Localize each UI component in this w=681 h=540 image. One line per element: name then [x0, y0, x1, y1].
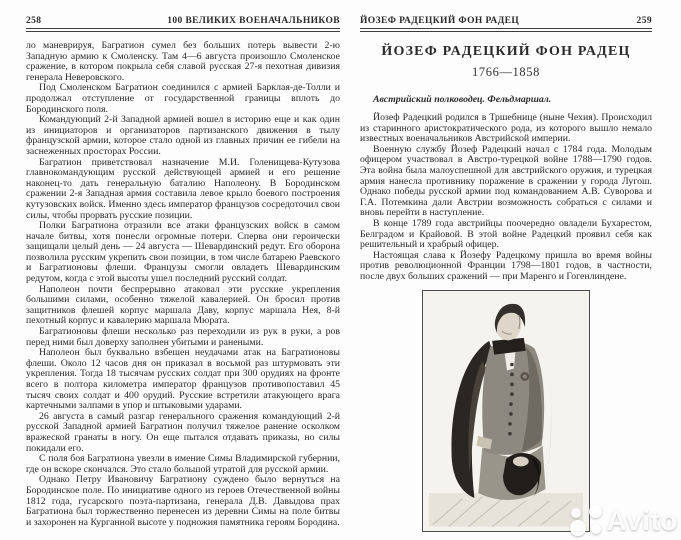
paragraph: Командующий 2-й Западной армией вошел в историю еще и как один из инициаторов и организаторов партизанского движения в тылу французской армии, которое стало одной из главных причин ее гибели на заснеженных просторах России.	[26, 114, 340, 157]
chapter-lead: Австрийский полководец. Фельдмаршал.	[373, 94, 552, 105]
paragraph: Военную службу Йозеф Радецкий начал с 1784 года. Молодым офицером участвовал в Австро-турецкой войне 1788—1790 годов. Эта война была малоуспешной для австрийского оружия, и турецкая армия нанесла противнику поражение в сражении у города Лугош. Однако победы русской армии под командованием А.В. Суворова и Г.А. Потемкина дали Австрии возможность собраться с силами и вновь перейти в наступление.	[360, 143, 652, 219]
body-text-right	[360, 113, 652, 283]
paragraph: Однако Петру Ивановичу Багратиону суждено было вернуться на Бородинское поле. По инициативе одного из героев Отечественной войны 1812 года, гусарского поэта-партизана, генерала Д.В. Давыдова прах Багратиона был торжественно перенесен из деревни Симы на поле битвы и захоронен на Курганной высоте у подножия памятника героям Бородина.	[26, 474, 340, 528]
paragraph: Под Смоленском Багратион соединился с армией Барклая-де-Толли и продолжал отступление от государственной границы вплоть до Бородинского поля.	[26, 82, 340, 115]
paragraph: Полки Багратиона отразили все атаки французских войск в самом начале битвы, хотя понесли огромные потери. Сперва они героически защищали целый день — 24 августа — Шевардинский редут. Его оборона позволила русским укрепить свои позиции, в том числе батарею Раевского и Багратионовы флеши. Французы смогли овладеть Шевардинским редутом, когда с этой высоты ушел последний русский солдат.	[26, 220, 340, 285]
running-title-right: ЙОЗЕФ РАДЕЦКИЙ ФОН РАДЕЦ	[360, 16, 520, 26]
paragraph: В конце 1789 года австрийцы поочередно овладели Бухарестом, Белградом и Крайовой. В этой войне Радецкий проявил себя как решительный и храбрый офицер.	[360, 217, 652, 251]
paragraph: Настоящая слава к Йозефу Радецкому пришла во время войны против революционной Франции 1798—1801 годов, в частности, после двух больших сражений — при Маренго и Гогенлиндене.	[360, 249, 652, 282]
portrait-figure	[422, 290, 590, 532]
paragraph: Багратион приветствовал назначение М.И. Голенищева-Кутузова главнокомандующим русской действующей армией и его решение наконец-то дать генеральную баталию Наполеону. В Бородинском сражении 2-я Западная армия составила левое крыло боевого построения кутузовских войск. Именно здесь император французов сосредоточил свои силы, чтобы прорвать русские позиции.	[26, 156, 340, 221]
page-number-right: 259	[636, 16, 652, 26]
chapter-dates: 1766—1858	[472, 65, 540, 79]
book-page-right	[360, 16, 652, 532]
header-rule-right	[360, 28, 652, 32]
book-page-left	[26, 16, 340, 528]
page-number-left: 258	[26, 16, 42, 26]
running-header-right	[360, 16, 652, 26]
running-title-left: 100 ВЕЛИКИХ ВОЕНАЧАЛЬНИКОВ	[167, 16, 340, 26]
paragraph: ло маневрируя, Багратион сумел без больших потерь вывести 2-ю Западную армию к Смоленску. Там 4—6 августа произошло Смоленское сражение, в котором покрыла себя славой русская 27-я пехотная дивизия генерала Неверовского.	[26, 40, 340, 83]
header-rule-left	[26, 28, 340, 32]
portrait-engraving-icon	[423, 291, 589, 531]
paragraph: 26 августа в самый разгар генерального сражения командующий 2-й русской Западной армией Багратион получил тяжелое ранение осколком вражеской гранаты в ногу. Он еще пытался отдавать приказы, но силы покидали его.	[26, 410, 340, 454]
paragraph: Наполеон был буквально взбешен неудачами атак на Багратионовы флеши. Около 12 часов дня он приказал в восьмой раз штурмовать эти укрепления. Тогда 18 тысячам русских солдат при 300 орудиях на фронте всего в полтора километра император французов противопоставил 45 тысяч своих солдат и 400 орудий. Русские встретили атакующего врага картечными залпами в упор и штыковыми ударами.	[26, 347, 340, 412]
running-header-left	[26, 16, 340, 26]
chapter-title: ЙОЗЕФ РАДЕЦКИЙ ФОН РАДЕЦ	[381, 44, 631, 59]
body-text-left	[26, 41, 340, 528]
paragraph: С поля боя Багратиона увезли в имение Симы Владимирской губернии, где он вскоре скончался. Это стало большой утратой для русской армии.	[26, 453, 340, 475]
paragraph: Багратионовы флеши несколько раз переходили из рук в руки, а ров перед ними был доверху заполнен убитыми и ранеными.	[26, 326, 340, 348]
paragraph: Йозеф Радецкий родился в Тршебнице (ныне Чехия). Происходил из старинного аристократического рода, из которого вышло немало известных военачальников Австрийской империи.	[360, 112, 652, 145]
avito-wordmark: Avito	[606, 504, 678, 536]
avito-watermark	[570, 505, 678, 536]
avito-logo-icon	[570, 505, 603, 536]
paragraph: Наполеон почти беспрерывно атаковал эти русские укрепления большими силами, особенно тяжелой кавалерией. Он бросил против защитников флешей корпус маршала Даву, корпус маршала Нея, 8-й пехотный корпус и кавалерию маршала Мюрата.	[26, 283, 340, 327]
